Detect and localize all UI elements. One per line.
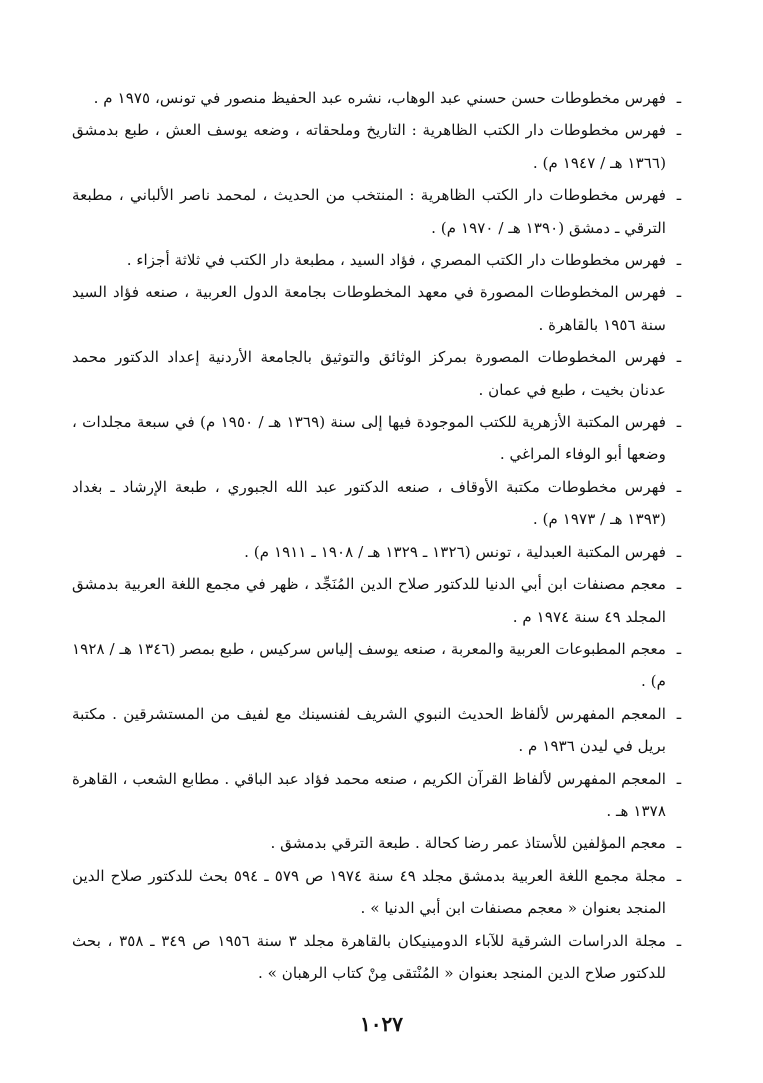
list-bullet: ـ (676, 283, 682, 302)
bibliography-entry (72, 536, 684, 568)
entry-text: فهرس مخطوطات دار الكتب الظاهرية : المنتخب من الحديث ، لمحمد ناصر الألباني ، مطبعة الترقي ـ دمشق (١٣٩٠ هـ / ١٩٧٠ م) . (72, 186, 666, 237)
bibliography-entry (72, 763, 684, 828)
list-bullet: ـ (676, 477, 682, 496)
bibliography-entry (72, 827, 684, 859)
entry-text: فهرس المكتبة الأزهرية للكتب الموجودة فيها إلى سنة (١٣٦٩ هـ / ١٩٥٠ م) في سبعة مجلدات ، وضعها أبو الوفاء المراغي . (72, 413, 667, 464)
bibliography-entry (72, 633, 684, 698)
bibliography-entry (72, 471, 684, 536)
bibliography-entry (72, 406, 684, 471)
list-bullet: ـ (676, 769, 682, 788)
list-bullet: ـ (676, 575, 682, 594)
list-bullet: ـ (676, 348, 682, 367)
list-bullet: ـ (676, 121, 682, 140)
bibliography-entry (72, 341, 684, 406)
list-bullet: ـ (676, 704, 682, 723)
entry-text: معجم مصنفات ابن أبي الدنيا للدكتور صلاح الدين المُنَجِّد ، ظهر في مجمع اللغة العربية بدمشق المجلد ٤٩ سنة ١٩٧٤ م . (72, 575, 666, 626)
entry-text: معجم المطبوعات العربية والمعربة ، صنعه يوسف إلياس سركيس ، طبع بمصر (١٣٤٦ هـ / ١٩٢٨ م) . (72, 639, 666, 691)
entry-text: فهرس المخطوطات المصورة بمركز الوثائق والتوثيق بالجامعة الأردنية إعداد الدكتور محمد عدنان بخيت ، طبع في عمان . (72, 348, 666, 399)
entry-text: فهرس مخطوطات دار الكتب المصري ، فؤاد السيد ، مطبعة دار الكتب في ثلاثة أجزاء . (126, 251, 666, 270)
list-bullet: ـ (676, 866, 682, 885)
entry-text: فهرس المخطوطات المصورة في معهد المخطوطات بجامعة الدول العربية ، صنعه فؤاد السيد سنة ١٩٥٦ بالقاهرة . (72, 283, 666, 334)
entry-text: المعجم المفهرس لألفاظ الحديث النبوي الشريف لفنسينك مع لفيف من المستشرقين . مكتبة بريل في ليدن ١٩٣٦ م . (72, 704, 666, 756)
bibliography-entry (72, 698, 684, 763)
entry-text: مجلة الدراسات الشرقية للآباء الدومينيكان بالقاهرة مجلد ٣ سنة ١٩٥٦ ص ٣٤٩ ـ ٣٥٨ ، بحث للدكتور صلاح الدين المنجد بعنوان « المُنْتقى مِنْ كتاب الرهبان » . (72, 931, 666, 982)
bibliography-entry (72, 860, 684, 925)
bibliography-entry (72, 925, 684, 990)
bibliography-entry (72, 276, 684, 341)
list-bullet: ـ (676, 251, 682, 270)
entry-text: مجلة مجمع اللغة العربية بدمشق مجلد ٤٩ سنة ١٩٧٤ ص ٥٧٩ ـ ٥٩٤ بحث للدكتور صلاح الدين المنجد بعنوان « معجم مصنفات ابن أبي الدنيا » . (72, 866, 667, 918)
bibliography-entry (72, 568, 684, 633)
page-number: ١٠٢٧ (360, 1012, 403, 1036)
bibliography-entry (72, 114, 684, 179)
list-bullet: ـ (676, 834, 682, 853)
entry-text: المعجم المفهرس لألفاظ القرآن الكريم ، صنعه محمد فؤاد عبد الباقي . مطابع الشعب ، القاهرة ١٣٧٨ هـ . (72, 769, 666, 820)
entry-text: معجم المؤلفين للأستاذ عمر رضا كحالة . طبعة الترقي بدمشق . (270, 834, 666, 853)
list-bullet: ـ (676, 186, 682, 205)
bibliography-entry (72, 179, 684, 244)
entry-text: فهرس مخطوطات حسن حسني عبد الوهاب، نشره عبد الحفيظ منصور في تونس، ١٩٧٥ م . (93, 89, 666, 107)
list-bullet: ـ (676, 413, 682, 432)
list-bullet: ـ (676, 931, 682, 950)
entry-text: فهرس مخطوطات مكتبة الأوقاف ، صنعه الدكتور عبد الله الجبوري ، طبعة الإرشاد ـ بغداد (١٣٩٣ هـ / ١٩٧٣ م) . (72, 477, 666, 529)
bibliography-entry (72, 244, 684, 276)
entry-text: فهرس المكتبة العبدلية ، تونس (١٣٢٦ ـ ١٣٢٩ هـ / ١٩٠٨ ـ ١٩١١ م) . (244, 542, 666, 561)
bibliography-entry (72, 82, 684, 114)
list-bullet: ـ (676, 89, 682, 107)
entry-text: فهرس مخطوطات دار الكتب الظاهرية : التاريخ وملحقاته ، وضعه يوسف العش ، طبع بدمشق (١٣٦٦ هـ / ١٩٤٧ م) . (72, 121, 666, 172)
list-bullet: ـ (676, 542, 682, 561)
list-bullet: ـ (676, 639, 682, 658)
bibliography-list (72, 82, 684, 989)
